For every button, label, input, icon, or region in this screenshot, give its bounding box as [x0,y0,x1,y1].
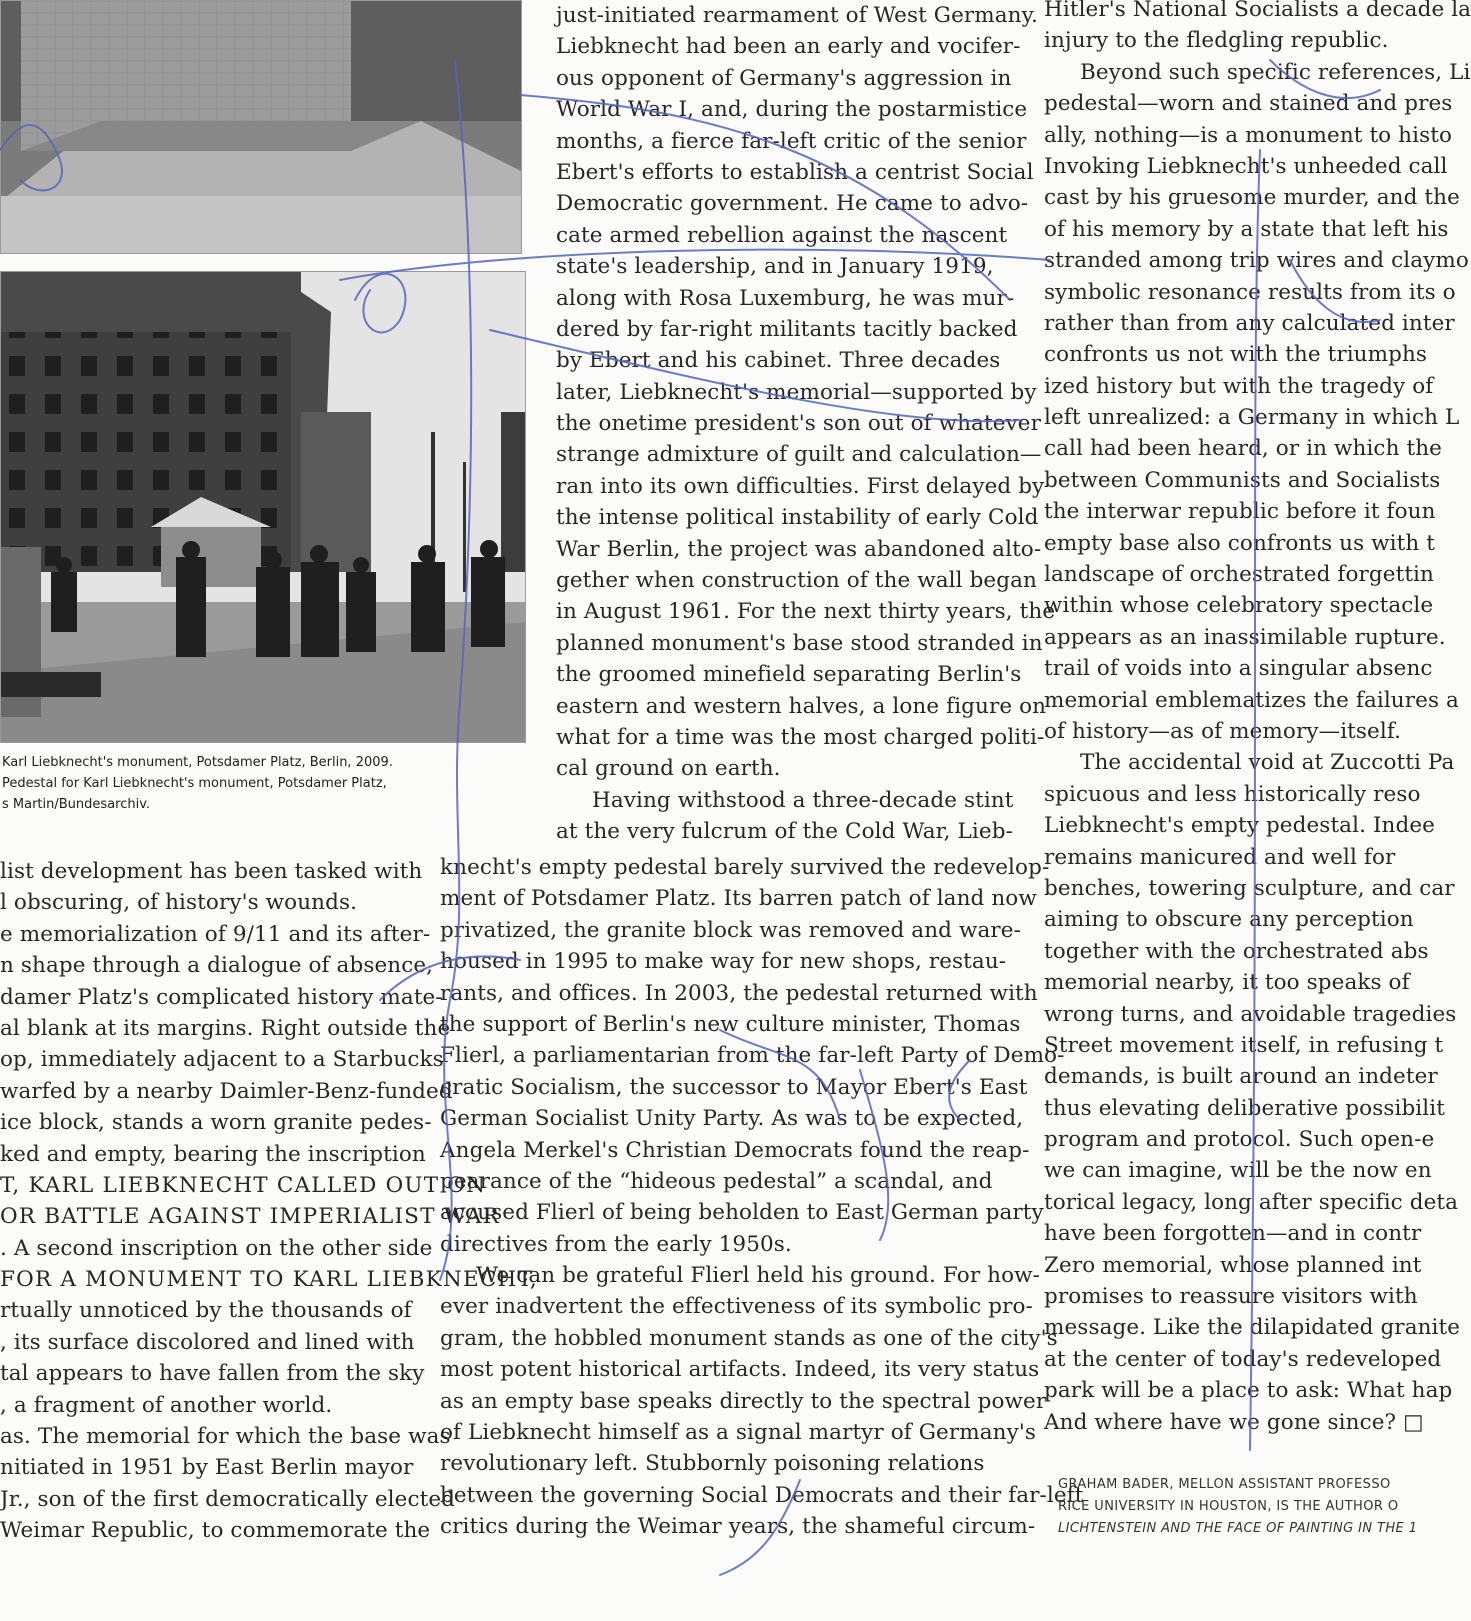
text-line: left unrealized: a Germany in which L [1044,405,1460,431]
text-line: memorial emblematizes the failures a [1044,687,1459,713]
text-line: We can be grateful Flierl held his ground. For how- [476,1263,1040,1289]
text-line: Zero memorial, whose planned int [1044,1252,1422,1278]
text-line: , its surface discolored and lined with [0,1329,415,1355]
text-line: warfed by a nearby Daimler-Benz-funded [0,1078,453,1104]
text-line: wrong turns, and avoidable tragedies [1044,1001,1457,1027]
text-line: at the very fulcrum of the Cold War, Lieb- [556,819,1013,845]
text-line: months, a fierce far-left critic of the senior [556,128,1027,154]
text-line: Invoking Liebknecht's unheeded call [1044,153,1448,179]
text-line: Jr., son of the first democratically elected [0,1486,456,1512]
text-line: the onetime president's son out of whatever [556,411,1041,437]
text-line: . A second inscription on the other side [0,1235,433,1261]
text-line: have been forgotten—and in contr [1044,1221,1422,1247]
text-line: gram, the hobbled monument stands as one of the city's [440,1325,1058,1351]
text-line: accused Flierl of being beholden to East German party [440,1200,1044,1226]
text-line: demands, is built around an indeter [1044,1064,1438,1090]
text-line: pedestal—worn and stained and pres [1044,91,1453,117]
text-line: op, immediately adjacent to a Starbucks [0,1047,444,1073]
caption-line: s Martin/Bundesarchiv. [2,797,151,812]
text-line: planned monument's base stood stranded in [556,630,1043,656]
text-line: ever inadvertent the effectiveness of its symbolic pro- [440,1294,1033,1320]
caption-line: Karl Liebknecht's monument, Potsdamer Platz, Berlin, 2009. [2,755,393,770]
text-line: ran into its own difficulties. First delayed by [556,473,1045,499]
text-line: symbolic resonance results from its o [1044,279,1456,305]
text-line: appears as an inassimilable rupture. [1044,624,1446,650]
article-column-right [1044,0,1471,1438]
text-line: nitiated in 1951 by East Berlin mayor [0,1455,414,1481]
text-line: ice block, stands a worn granite pedes- [0,1110,432,1136]
text-line: of history—as of memory—itself. [1044,718,1402,744]
text-line: rather than from any calculated inter [1044,310,1455,336]
text-line: Having withstood a three-decade stint [592,787,1014,813]
text-line: Angela Merkel's Christian Democrats found the reap- [440,1137,1030,1163]
text-line: by Ebert and his cabinet. Three decades [556,348,1001,374]
text-line: in August 1961. For the next thirty years, the [556,599,1056,625]
text-line: damer Platz's complicated history mate- [0,984,443,1010]
text-line: most potent historical artifacts. Indeed, its very status [440,1357,1040,1383]
text-line: l obscuring, of history's wounds. [0,890,358,916]
text-line: ized history but with the tragedy of [1044,373,1434,399]
text-line: the interwar republic before it foun [1044,499,1436,525]
text-line: trail of voids into a singular absenc [1044,656,1433,682]
text-line: directives from the early 1950s. [440,1231,792,1257]
text-line: pearance of the “hideous pedestal” a scandal, and [440,1168,993,1194]
text-line: The accidental void at Zuccotti Pa [1080,750,1455,776]
text-line: stranded among trip wires and claymo [1044,248,1469,274]
text-line: Beyond such specific references, Li [1080,59,1471,85]
text-line: of his memory by a state that left his [1044,216,1449,242]
pedestal-photo-historic [0,271,526,743]
text-line: as an empty base speaks directly to the spectral power [440,1388,1047,1414]
text-line: Weimar Republic, to commemorate the [0,1518,431,1544]
text-line: ked and empty, bearing the inscription [0,1141,426,1167]
text-line: together with the orchestrated abs [1044,938,1429,964]
text-line: German Socialist Unity Party. As was to be expected, [440,1106,1024,1132]
text-line: privatized, the granite block was removed and ware- [440,917,1021,943]
text-line: park will be a place to ask: What hap [1044,1378,1453,1404]
text-line: remains manicured and well for [1044,844,1396,870]
text-line: later, Liebknecht's memorial—supported by [556,379,1037,405]
text-line: Liebknecht's empty pedestal. Indee [1044,813,1435,839]
text-line: Hitler's National Socialists a decade la [1044,0,1471,22]
text-line: revolutionary left. Stubbornly poisoning relations [440,1451,985,1477]
text-line: between the governing Social Democrats and their far-left [440,1482,1084,1508]
text-line: n shape through a dialogue of absence, [0,953,434,979]
bio-line: RICE UNIVERSITY IN HOUSTON, IS THE AUTHOR O [1058,1499,1399,1514]
text-line: Ebert's efforts to establish a centrist Social [556,159,1034,185]
text-line: Flierl, a parliamentarian from the far-left Party of Demo- [440,1043,1065,1069]
pedestal-photo-2009 [0,0,522,254]
author-bio [1058,1474,1438,1540]
bio-line: LICHTENSTEIN AND THE FACE OF PAINTING IN THE 1 [1058,1521,1418,1536]
text-line: within whose celebratory spectacle [1044,593,1434,619]
text-line: tal appears to have fallen from the sky [0,1361,425,1387]
text-line: Democratic government. He came to advo- [556,191,1029,217]
text-line: call had been heard, or in which the [1044,436,1442,462]
text-line: injury to the fledgling republic. [1044,28,1389,54]
inscription-line: OR BATTLE AGAINST IMPERIALIST WAR [0,1204,501,1230]
text-line: spicuous and less historically reso [1044,781,1421,807]
text-line: as. The memorial for which the base was [0,1424,451,1450]
text-line: list development has been tasked with [0,859,423,884]
text-line: dered by far-right militants tacitly backed [556,316,1018,342]
text-line: message. Like the dilapidated granite [1044,1315,1461,1341]
text-line: rants, and offices. In 2003, the pedestal returned with [440,980,1038,1006]
text-line: the support of Berlin's new culture minister, Thomas [440,1011,1021,1037]
caption-line: Pedestal for Karl Liebknecht's monument, Potsdamer Platz, [2,776,387,791]
text-line: Liebknecht had been an early and vocifer- [556,34,1021,60]
text-line: the groomed minefield separating Berlin's [556,662,1022,688]
text-line: , a fragment of another world. [0,1392,333,1418]
text-line: landscape of orchestrated forgettin [1044,562,1434,588]
text-line: cratic Socialism, the successor to Mayor Ebert's East [440,1074,1028,1100]
bio-line: GRAHAM BADER, MELLON ASSISTANT PROFESSO [1058,1477,1391,1492]
text-line: cate armed rebellion against the nascent [556,222,1008,248]
text-line: knecht's empty pedestal barely survived the redevelop- [440,855,1050,880]
text-line: Street movement itself, in refusing t [1044,1032,1444,1058]
text-line: rtually unnoticed by the thousands of [0,1298,412,1324]
historic-street-photo-image [1,272,525,742]
text-line: state's leadership, and in January 1919, [556,254,994,280]
text-line: thus elevating deliberative possibilit [1044,1095,1445,1121]
text-line: cal ground on earth. [556,756,781,782]
text-line: e memorialization of 9/11 and its after- [0,921,431,947]
text-line: we can imagine, will be the now en [1044,1158,1432,1184]
text-line: cast by his gruesome murder, and the [1044,185,1460,211]
text-line: And where have we gone since? □ [1044,1409,1424,1435]
text-line: between Communists and Socialists [1044,467,1441,493]
text-line: al blank at its margins. Right outside the [0,1015,451,1041]
text-line: promises to reassure visitors with [1044,1284,1418,1310]
text-line: at the center of today's redeveloped [1044,1346,1442,1372]
text-line: program and protocol. Such open-e [1044,1127,1435,1153]
text-line: of Liebknecht himself as a signal martyr of Germany's [440,1420,1036,1446]
text-line: torical legacy, long after specific deta [1044,1189,1459,1215]
text-line: War Berlin, the project was abandoned alto- [556,536,1042,562]
text-line: aiming to obscure any perception [1044,907,1414,933]
article-column-middle-lower [440,852,1084,1543]
inscription-line: T, KARL LIEBKNECHT CALLED OUT ON [0,1172,487,1198]
inscription-line: FOR A MONUMENT TO KARL LIEBKNECHT, [0,1267,538,1293]
text-line: strange admixture of guilt and calculation— [556,442,1042,468]
text-line: confronts us not with the triumphs [1044,342,1428,368]
text-line: gether when construction of the wall began [556,568,1037,594]
text-line: ous opponent of Germany's aggression in [556,65,1012,91]
text-line: World War I, and, during the postarmistice [556,97,1028,123]
text-line: housed in 1995 to make way for new shops, restau- [440,949,1007,975]
text-line: the intense political instability of early Cold [556,505,1039,531]
article-column-left [0,856,538,1547]
text-line: ally, nothing—is a monument to histo [1044,122,1453,148]
text-line: what for a time was the most charged politi- [556,724,1045,750]
article-column-middle-upper [556,0,1056,848]
photo-caption [2,752,462,815]
text-line: memorial nearby, it too speaks of [1044,970,1410,996]
text-line: just-initiated rearmament of West Germany. [556,3,1038,28]
pedestal-photo-image [1,1,521,253]
text-line: critics during the Weimar years, the shameful circum- [440,1514,1036,1540]
text-line: empty base also confronts us with t [1044,530,1435,556]
text-line: ment of Potsdamer Platz. Its barren patch of land now [440,886,1037,912]
text-line: eastern and western halves, a lone figure on [556,693,1047,719]
text-line: benches, towering sculpture, and car [1044,875,1455,901]
text-line: along with Rosa Luxemburg, he was mur- [556,285,1015,311]
